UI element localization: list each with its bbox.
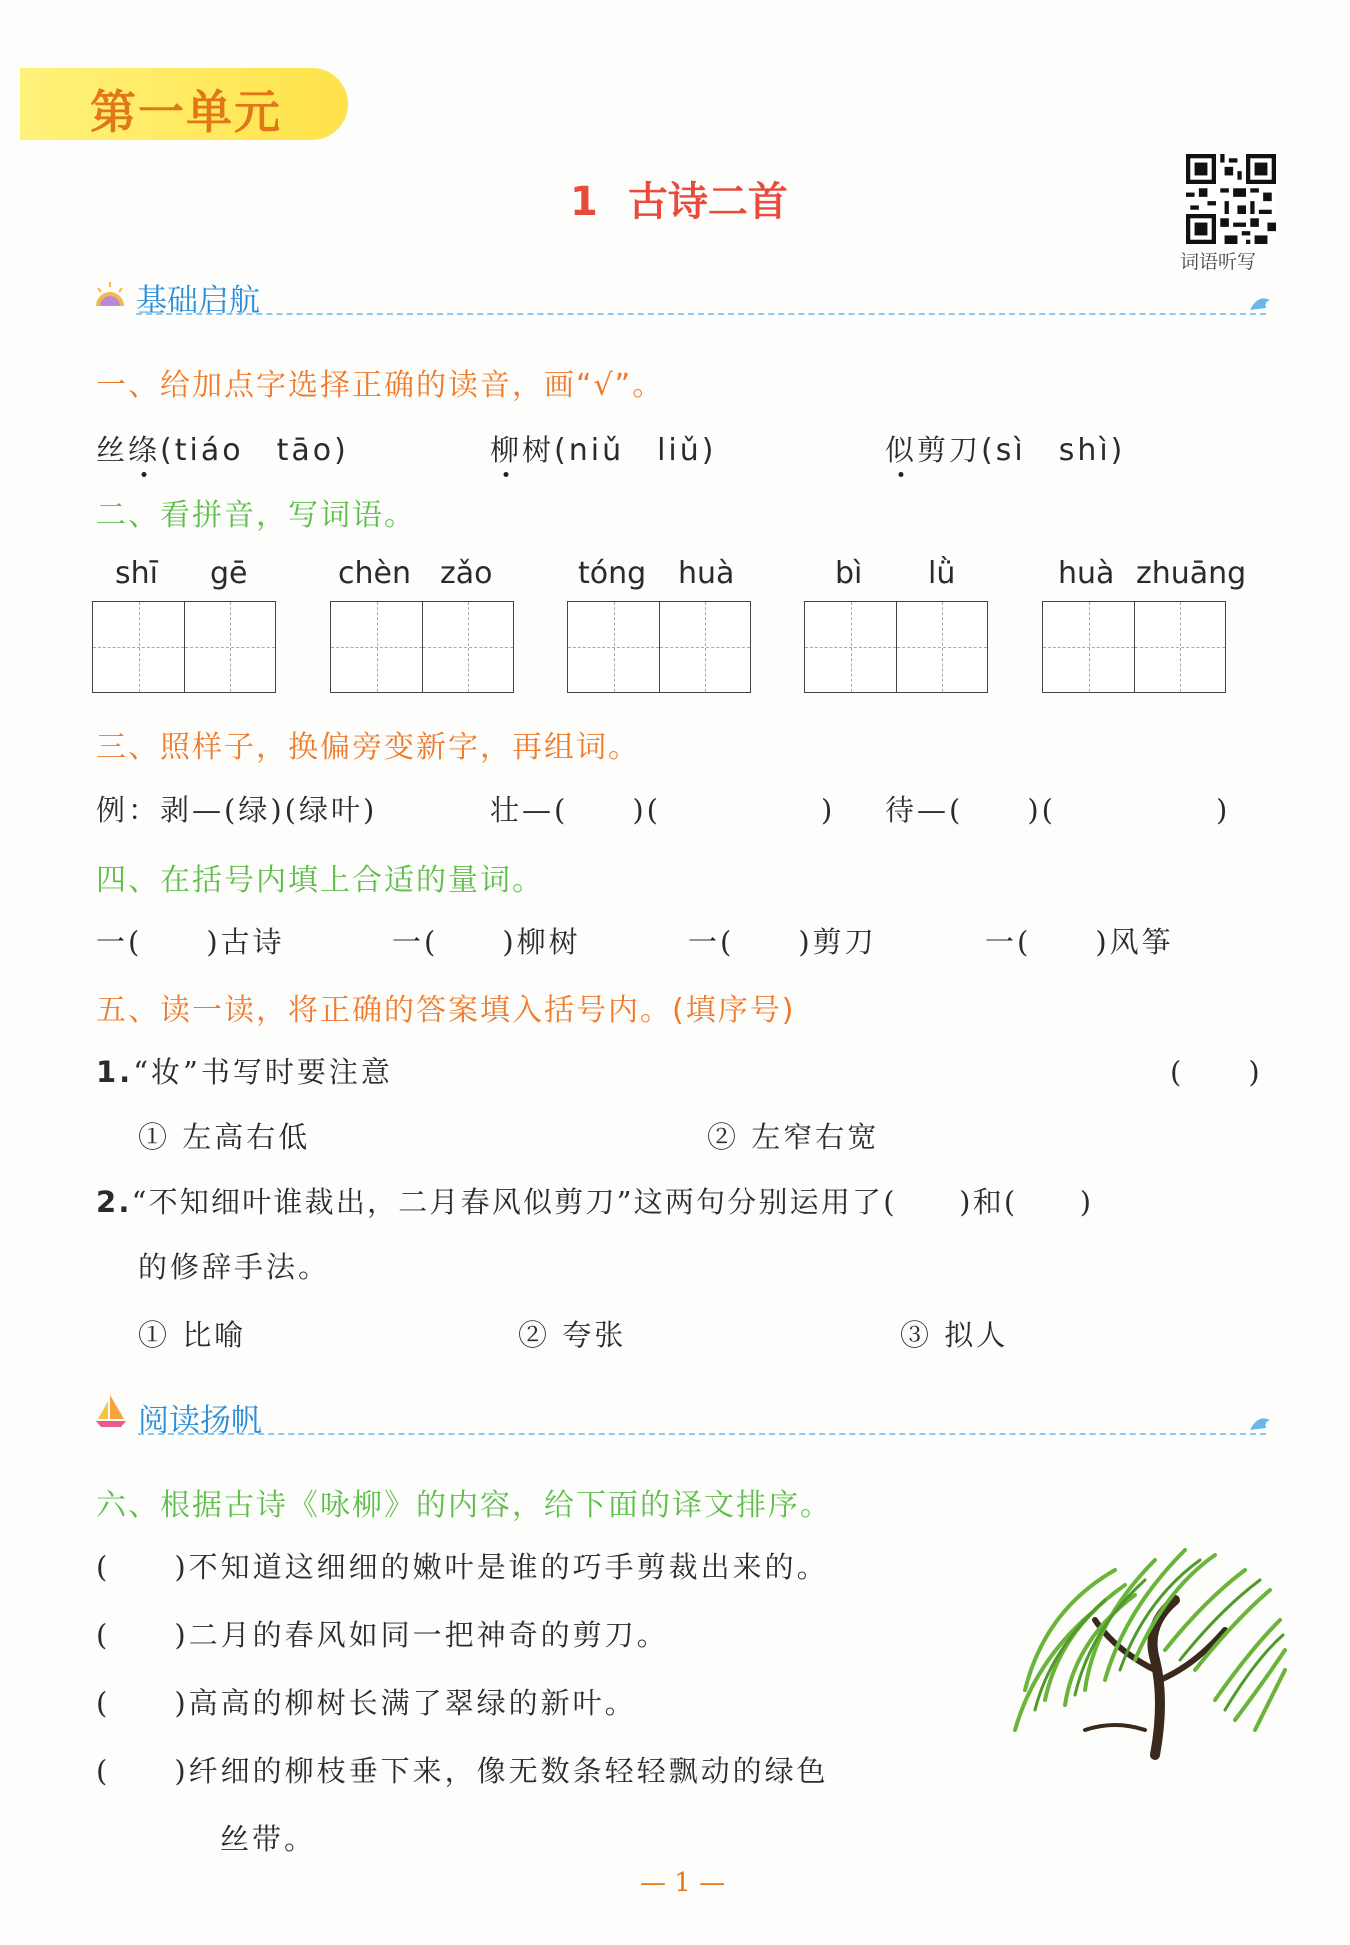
section-heading-reading: 阅读扬帆 bbox=[138, 1403, 262, 1439]
wave-icon bbox=[1248, 292, 1278, 312]
pinyin-4a: bì bbox=[835, 556, 863, 591]
q6-line-4-cont: 丝带。 bbox=[220, 1822, 317, 1856]
writing-grid-3[interactable] bbox=[567, 601, 751, 693]
unit-title: 第一单元 bbox=[90, 85, 282, 139]
q3-title: 三、照样子，换偏旁变新字，再组词。 bbox=[96, 730, 640, 765]
page-number: — 1 — bbox=[640, 1868, 726, 1898]
lesson-title bbox=[570, 170, 788, 227]
q1-item-2: 柳树(niǔ liǔ) bbox=[490, 433, 717, 468]
writing-grid-4[interactable] bbox=[804, 601, 988, 693]
lesson-number: 1 bbox=[570, 179, 598, 225]
q6-title: 六、根据古诗《咏柳》的内容，给下面的译文排序。 bbox=[96, 1488, 832, 1523]
q5-sub2: 2.“不知细叶谁裁出，二月春风似剪刀”这两句分别运用了( )和( ) bbox=[96, 1185, 1094, 1219]
q1-item-1: 丝绦(tiáo tāo) bbox=[96, 433, 349, 468]
qr-label: 词语听写 bbox=[1180, 251, 1257, 273]
q1-title: 一、给加点字选择正确的读音，画“√”。 bbox=[96, 368, 665, 403]
q5-sub2-opt3[interactable]: ③ 拟人 bbox=[900, 1318, 1009, 1352]
q3-example: 例：剥—(绿)(绿叶) bbox=[96, 793, 378, 827]
pinyin-1b: gē bbox=[210, 556, 248, 591]
wave-icon bbox=[1248, 1412, 1278, 1432]
q5-sub2-opt2[interactable]: ② 夸张 bbox=[518, 1318, 627, 1352]
q6-line-3[interactable]: ( )高高的柳树长满了翠绿的新叶。 bbox=[96, 1686, 637, 1720]
q1-item-3: 似剪刀(sì shì) bbox=[885, 433, 1126, 468]
pinyin-5b: zhuāng bbox=[1136, 556, 1247, 591]
pinyin-3a: tóng bbox=[578, 556, 647, 591]
q5-sub2-cont: 的修辞手法。 bbox=[138, 1250, 331, 1284]
section-divider bbox=[138, 1433, 1266, 1435]
q5-sub2-opt1[interactable]: ① 比喻 bbox=[138, 1318, 247, 1352]
sailboat-icon bbox=[94, 1393, 128, 1429]
q6-line-2[interactable]: ( )二月的春风如同一把神奇的剪刀。 bbox=[96, 1618, 669, 1652]
section-heading-basic: 基础启航 bbox=[136, 283, 260, 319]
pinyin-2b: zǎo bbox=[440, 556, 493, 591]
q4-item-2[interactable]: 一( )柳树 bbox=[392, 925, 581, 959]
pinyin-5a: huà bbox=[1058, 556, 1115, 591]
q4-item-3[interactable]: 一( )剪刀 bbox=[688, 925, 877, 959]
q3-item-2[interactable]: 待—( )( ) bbox=[885, 793, 1231, 827]
q4-item-4[interactable]: 一( )风筝 bbox=[985, 925, 1174, 959]
q5-title: 五、读一读，将正确的答案填入括号内。(填序号) bbox=[96, 993, 796, 1028]
writing-grid-5[interactable] bbox=[1042, 601, 1226, 693]
q5-sub1-bracket[interactable]: ( ) bbox=[1170, 1055, 1263, 1089]
qr-code-icon[interactable] bbox=[1186, 154, 1276, 244]
q4-title: 四、在括号内填上合适的量词。 bbox=[96, 863, 544, 898]
q5-sub1: 1.“妆”书写时要注意 bbox=[96, 1055, 393, 1089]
pinyin-2a: chèn bbox=[338, 556, 411, 591]
q2-title: 二、看拼音，写词语。 bbox=[96, 498, 416, 533]
q6-line-1[interactable]: ( )不知道这细细的嫩叶是谁的巧手剪裁出来的。 bbox=[96, 1550, 829, 1584]
q5-sub1-opt1[interactable]: ① 左高右低 bbox=[138, 1120, 311, 1154]
writing-grid-2[interactable] bbox=[330, 601, 514, 693]
writing-grid-1[interactable] bbox=[92, 601, 276, 693]
lesson-title-text: 古诗二首 bbox=[627, 179, 788, 225]
q4-item-1[interactable]: 一( )古诗 bbox=[96, 925, 285, 959]
unit-banner bbox=[20, 68, 348, 140]
pinyin-1a: shī bbox=[115, 556, 158, 591]
section-divider bbox=[136, 313, 1266, 315]
q6-line-4[interactable]: ( )纤细的柳枝垂下来，像无数条轻轻飘动的绿色 bbox=[96, 1754, 829, 1788]
sun-icon bbox=[92, 280, 128, 312]
pinyin-4b: lǜ bbox=[928, 556, 956, 591]
q3-item-1[interactable]: 壮—( )( ) bbox=[490, 793, 836, 827]
willow-tree-illustration bbox=[1005, 1530, 1290, 1760]
pinyin-3b: huà bbox=[678, 556, 735, 591]
q5-sub1-opt2[interactable]: ② 左窄右宽 bbox=[707, 1120, 880, 1154]
